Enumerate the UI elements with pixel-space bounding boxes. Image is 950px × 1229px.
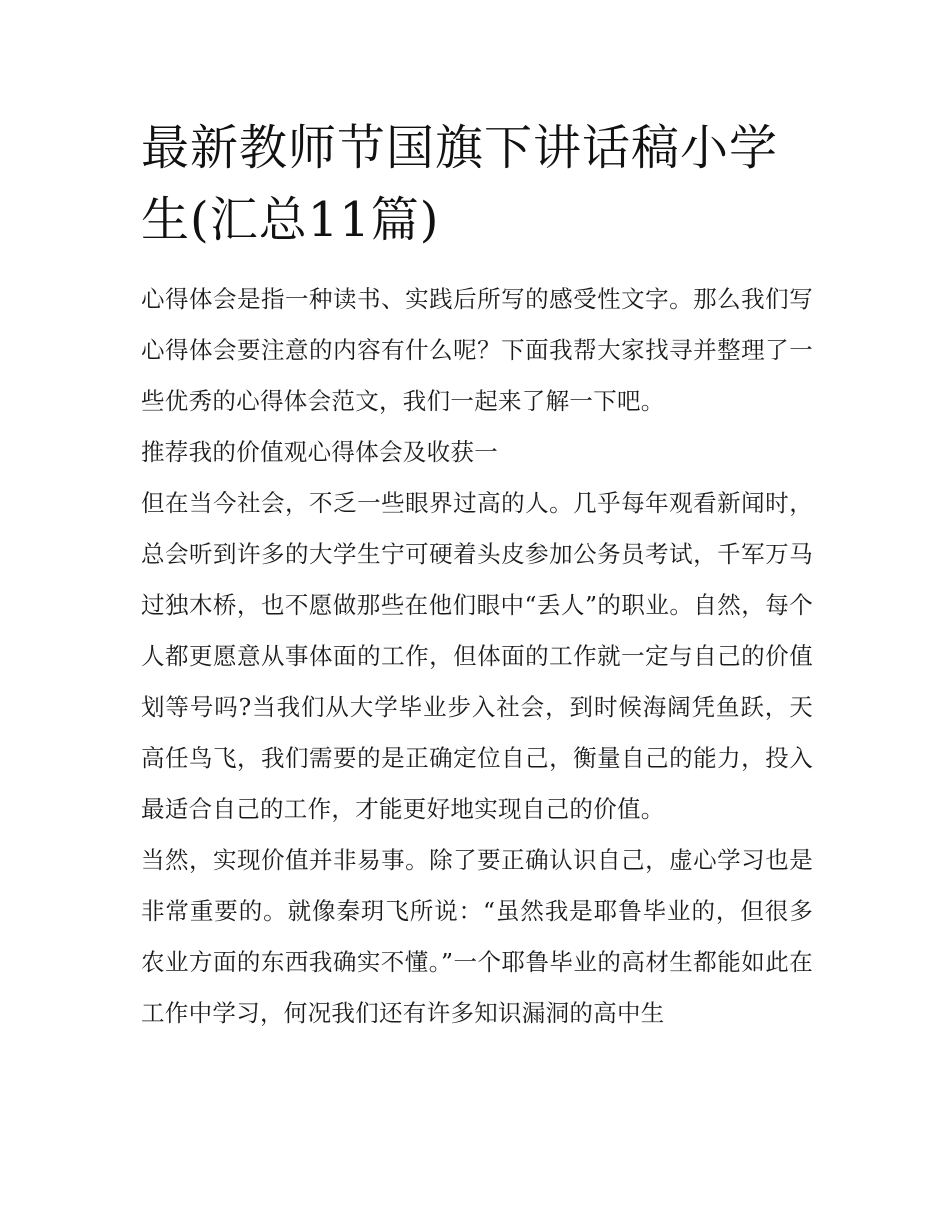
body-paragraph: 当然，实现价值并非易事。除了要正确认识自己，虚心学习也是非常重要的。就像秦玥飞所说：“虽然我是耶鲁毕业的，但很多农业方面的东西我确实不懂。”一个耶鲁毕业的高材生都能如此在工作中学习，何况我们还有许多知识漏洞的高中生 [141, 846, 813, 1027]
document-title: 最新教师节国旗下讲话稿小学生(汇总11篇) [141, 120, 779, 248]
document-page [141, 112, 813, 1039]
intro-paragraph: 心得体会是指一种读书、实践后所写的感受性文字。那么我们写心得体会要注意的内容有什么呢？下面我帮大家找寻并整理了一些优秀的心得体会范文，我们一起来了解一下吧。 [141, 285, 813, 415]
document-body [141, 274, 813, 1039]
body-paragraph: 但在当今社会，不乏一些眼界过高的人。几乎每年观看新闻时，总会听到许多的大学生宁可硬着头皮参加公务员考试，千军万马过独木桥，也不愿做那些在他们眼中“丢人”的职业。自然，每个人都更愿意从事体面的工作，但体面的工作就一定与自己的价值划等号吗?当我们从大学毕业步入社会，到时候海阔凭鱼跃，天高任鸟飞，我们需要的是正确定位自己，衡量自己的能力，投入最适合自己的工作，才能更好地实现自己的价值。 [141, 489, 813, 823]
section-heading: 推荐我的价值观心得体会及收获一 [141, 438, 498, 466]
